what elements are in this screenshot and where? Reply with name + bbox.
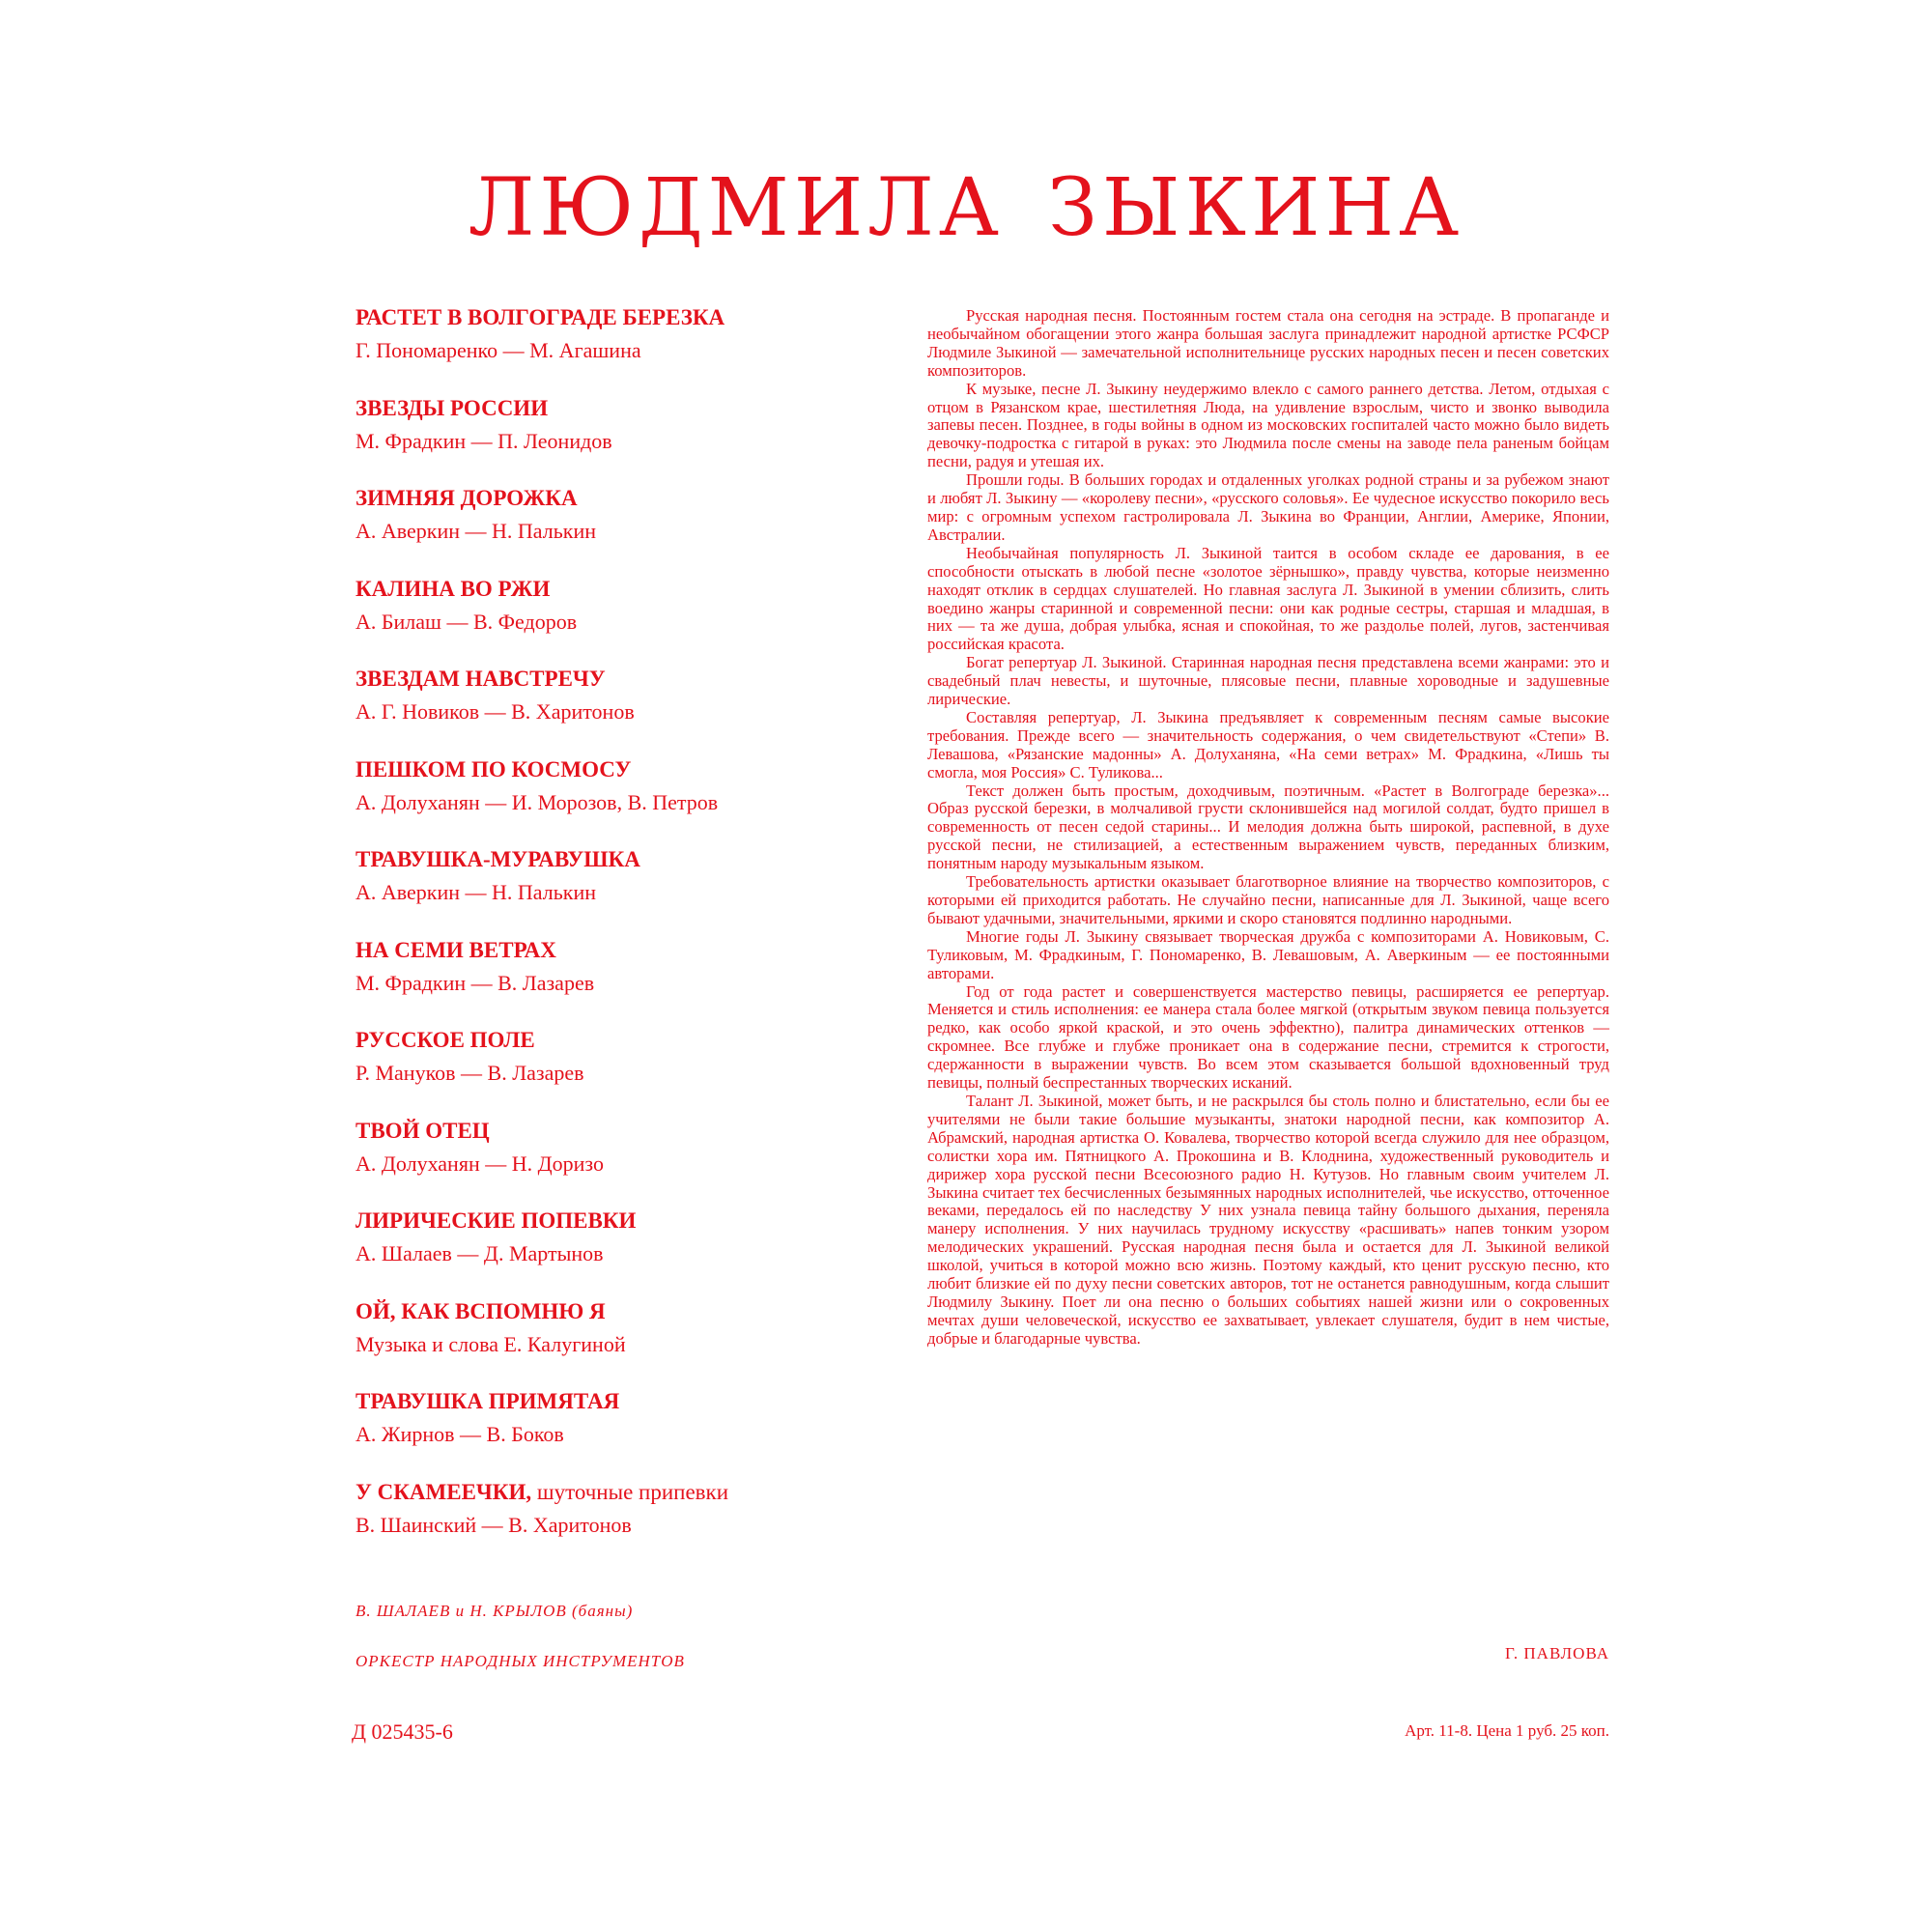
track-item — [355, 484, 896, 575]
track-authors: А. Аверкин — Н. Палькин — [355, 880, 597, 904]
track-authors: М. Фрадкин — П. Леонидов — [355, 428, 612, 453]
track-item — [355, 1117, 896, 1208]
track-item — [355, 394, 896, 485]
track-title-text: ТРАВУШКА-МУРАВУШКА — [355, 847, 640, 871]
essay-paragraph: Текст должен быть простым, доходчивым, поэтичным. «Растет в Волгограде березка»... Образ русской березки, в молчаливой грусти склонившейся над могилой солдат, будто пришел в современность от песен седой старины... И мелодия должна быть широкой, распевной, в духе русской песни, не стилизацией, а естественным выражением чувств, переданных близким, понятным народу музыкальным языком. — [927, 781, 1609, 873]
track-title-text: ТРАВУШКА ПРИМЯТАЯ — [355, 1389, 620, 1413]
track-item — [355, 1207, 896, 1297]
essay-paragraph: Талант Л. Зыкиной, может быть, и не раскрылся бы столь полно и блистательно, если бы ее учителями не были такие большие музыканты, знатоки народной песни, как композитор А. Абрамский, народная артистка О. Ковалева, творчество которой всегда служило для нее образцом, солистки хора им. Пятницкого А. Прокошина и В. Клоднина, художественный руководитель и дирижер хора русской песни Всесоюзного радио Н. Кутузов. Но главным своим учителем Л. Зыкина считает тех бесчисленных безымянных народных исполнителей, чье искусство, отточенное веками, передалось ей по наследству У них узнала певица тайну большого дыхания, переняла манеру исполнения. У них научилась трудному искусству «расшивать» напев тонким узором мелодических украшений. Русская народная песня была и остается для Л. Зыкиной великой школой, учиться в которой можно всю жизнь. Поэтому каждый, кто ценит русскую песню, кто любит близкие ей по духу песни советских авторов, тот не останется равнодушным, когда слышит Людмилу Зыкину. Поет ли она песню о больших событиях нашей жизни или о сокровенных мечтах души человеческой, искусство ее захватывает, увлекает слушателя, будит в нем чистые, добрые и благодарные чувства. — [927, 1091, 1609, 1348]
track-authors: В. Шаинский — В. Харитонов — [355, 1512, 632, 1537]
credit-orchestra: ОРКЕСТР НАРОДНЫХ ИНСТРУМЕНТОВ — [355, 1652, 685, 1670]
track-title — [355, 1387, 896, 1416]
track-title — [355, 755, 896, 784]
track-authors: М. Фрадкин — В. Лазарев — [355, 970, 595, 995]
track-item — [355, 665, 896, 755]
track-title-text: У СКАМЕЕЧКИ, — [355, 1479, 532, 1504]
author-signature: Г. ПАВЛОВА — [1504, 1644, 1609, 1662]
track-item — [355, 1387, 896, 1478]
title-first-name: ЛЮДМИЛА — [468, 162, 1004, 254]
track-title — [355, 665, 896, 694]
track-authors: Г. Пономаренко — М. Агашина — [355, 338, 641, 362]
track-title-text: ЗИМНЯЯ ДОРОЖКА — [355, 486, 578, 510]
track-title-text: ЗВЕЗДАМ НАВСТРЕЧУ — [355, 667, 606, 691]
track-title-text: ПЕШКОМ ПО КОСМОСУ — [355, 756, 632, 781]
track-item — [355, 303, 896, 394]
essay-paragraph: Русская народная песня. Постоянным гостем стала она сегодня на эстраде. В пропаганде и необычайном обогащении этого жанра большая заслуга принадлежит народной артистке РСФСР Людмиле Зыкиной — замечательной исполнительнице русских народных песен и песен советских композиторов. — [927, 306, 1609, 380]
track-title — [355, 1478, 896, 1507]
track-title-text: НА СЕМИ ВЕТРАХ — [355, 937, 556, 962]
track-title-text: КАЛИНА ВО РЖИ — [355, 576, 551, 601]
essay-paragraph: Необычайная популярность Л. Зыкиной таится в особом складе ее дарования, в ее способности отыскать в любой песне «золотое зёрнышко», правду чувства, которые неизменно находят отклик в сердцах слушателей. Но главная заслуга Л. Зыкиной в умении сблизить, слить воедино жанры старинной и современной песни: они как родные сестры, старшая и младшая, в них — та же душа, добрая улыбка, ясная и спокойная, то же раздолье полей, лугов, застенчивая российская красота. — [927, 543, 1609, 654]
essay-paragraph: Многие годы Л. Зыкину связывает творческая дружба с композиторами А. Новиковым, С. Туликовым, М. Фрадкиным, Г. Пономаренко, В. Левашовым, А. Аверкиным — ее постоянными авторами. — [927, 926, 1609, 982]
track-note: шуточные припевки — [531, 1479, 729, 1504]
essay-paragraph: Составляя репертуар, Л. Зыкина предъявляет к современным песням самые высокие требования. Прежде всего — значительность содержания, о чем свидетельствуют «Степи» В. Левашова, «Рязанские мадонны» А. Долуханяна, «На семи ветрах» М. Фрадкина, «Лишь ты смогла, моя Россия» С. Туликова... — [927, 707, 1609, 781]
track-item — [355, 936, 896, 1027]
track-title — [355, 1297, 896, 1326]
track-item — [355, 1478, 896, 1569]
track-authors: А. Долуханян — И. Морозов, В. Петров — [355, 789, 719, 814]
catalog-number: Д 025435-6 — [352, 1719, 453, 1744]
track-title — [355, 1117, 896, 1146]
page-title — [0, 162, 1932, 254]
liner-notes — [927, 307, 1609, 1349]
credit-bayans: В. ШАЛАЕВ и Н. КРЫЛОВ (баяны) — [355, 1602, 634, 1620]
track-title-text: ЛИРИЧЕСКИЕ ПОПЕВКИ — [355, 1208, 637, 1233]
essay-paragraph: К музыке, песне Л. Зыкину неудержимо влекло с самого раннего детства. Летом, отдыхая с отцом в Рязанском крае, шестилетняя Люда, на удивление взрослым, чисто и звонко выводила запевы песен. Позднее, в годы войны в одном из московских госпиталей часто можно было видеть девочку-подростка с гитарой в руках: это Людмила после смены на заводе пела раненым бойцам песни, радуя и утешая их. — [927, 379, 1609, 471]
track-title — [355, 394, 896, 423]
essay-paragraph: Год от года растет и совершенствуется мастерство певицы, расширяется ее репертуар. Меняется и стиль исполнения: ее манера стала более мягкой (открытым звуком певица пользуется редко, как особо яркой краской, и это очень эффектно), палитра динамических оттенков — скромнее. Все глубже и глубже проникает она в содержание песни, стремится к строгости, сдержанности в выражении чувств. Во всем этом сказывается большой вдохновенный труд певицы, полный беспрестанных творческих исканий. — [927, 981, 1609, 1093]
track-item — [355, 1297, 896, 1388]
track-item — [355, 755, 896, 846]
track-title — [355, 575, 896, 604]
title-last-name: ЗЫКИНА — [1047, 162, 1464, 254]
essay-paragraph: Требовательность артистки оказывает благотворное влияние на творчество композиторов, с которыми ей приходится работать. Не случайно песни, написанные для Л. Зыкиной, чаще всего бывают удачными, значительными, яркими и скоро становятся подлинно народными. — [927, 872, 1609, 927]
essay-paragraph: Богат репертуар Л. Зыкиной. Старинная народная песня представлена всеми жанрами: это и свадебный плач невесты, и шуточные, плясовые песни, плавные хороводные и задушевные лирические. — [927, 653, 1609, 709]
track-title-text: ЗВЕЗДЫ РОССИИ — [355, 395, 549, 420]
track-title — [355, 1026, 896, 1055]
track-list — [355, 303, 896, 1568]
track-authors: А. Долуханян — Н. Доризо — [355, 1151, 604, 1176]
track-authors: А. Г. Новиков — В. Харитонов — [355, 699, 635, 724]
track-title-text: ТВОЙ ОТЕЦ — [355, 1118, 490, 1143]
track-authors: Музыка и слова Е. Калугиной — [355, 1331, 626, 1356]
track-title — [355, 484, 896, 513]
essay-paragraph: Прошли годы. В больших городах и отдаленных уголках родной страны и за рубежом знают и любят Л. Зыкину — «королеву песни», «русского соловья». Ее чудесное искусство покорило весь мир: с огромным успехом гастролировала Л. Зыкина во Франции, Англии, Америке, Японии, Австралии. — [927, 470, 1609, 544]
track-authors: А. Жирнов — В. Боков — [355, 1422, 564, 1446]
track-title — [355, 936, 896, 965]
track-authors: А. Шалаев — Д. Мартынов — [355, 1241, 604, 1265]
track-item — [355, 575, 896, 666]
price-line: Арт. 11-8. Цена 1 руб. 25 коп. — [1405, 1721, 1609, 1740]
track-item — [355, 1026, 896, 1117]
track-authors: Р. Мануков — В. Лазарев — [355, 1061, 584, 1085]
track-title-text: РАСТЕТ В ВОЛГОГРАДЕ БЕРЕЗКА — [355, 305, 725, 329]
track-authors: А. Билаш — В. Федоров — [355, 609, 578, 634]
track-title — [355, 303, 896, 332]
track-authors: А. Аверкин — Н. Палькин — [355, 519, 597, 543]
track-title — [355, 1207, 896, 1236]
track-title — [355, 845, 896, 874]
track-item — [355, 845, 896, 936]
track-title-text: РУССКОЕ ПОЛЕ — [355, 1028, 535, 1052]
track-title-text: ОЙ, КАК ВСПОМНЮ Я — [355, 1298, 606, 1323]
